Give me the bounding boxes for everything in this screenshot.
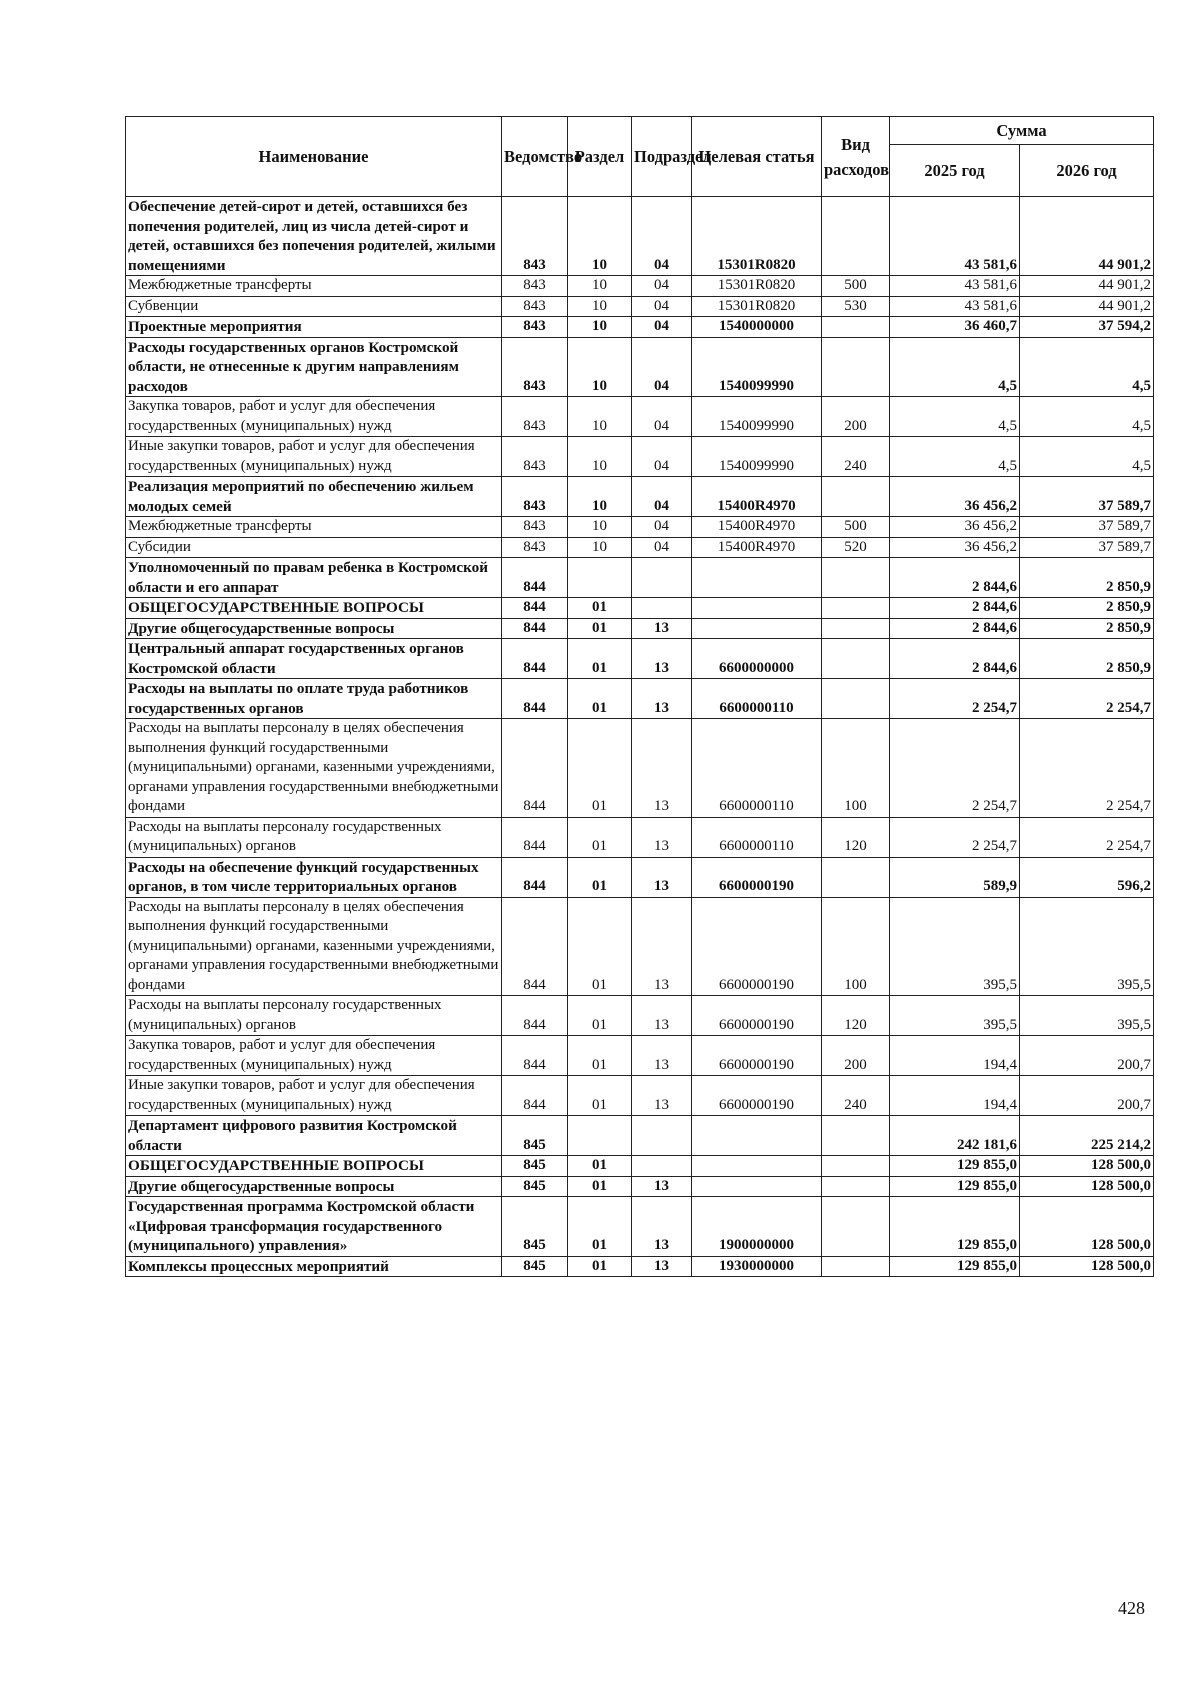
row-sum-2025: 129 855,0 xyxy=(890,1156,1020,1177)
row-section: 01 xyxy=(568,618,632,639)
row-target: 6600000190 xyxy=(692,897,822,996)
row-name: Расходы на выплаты персоналу в целях обеспечения выполнения функций государственными (муниципальными) органами, казенными учреждениями, органами управления государственными внебюджетными фондами xyxy=(126,719,502,818)
row-target: 6600000190 xyxy=(692,996,822,1036)
row-target: 6600000190 xyxy=(692,1036,822,1076)
row-target: 6600000110 xyxy=(692,817,822,857)
row-target: 1540099990 xyxy=(692,437,822,477)
row-subsection: 13 xyxy=(632,1197,692,1257)
row-sum-2025: 2 844,6 xyxy=(890,598,1020,619)
table-row xyxy=(126,618,1154,639)
row-type: 200 xyxy=(822,397,890,437)
row-section: 10 xyxy=(568,317,632,338)
row-name: Закупка товаров, работ и услуг для обеспечения государственных (муниципальных) нужд xyxy=(126,1036,502,1076)
row-name: Межбюджетные трансферты xyxy=(126,517,502,538)
row-target: 6600000110 xyxy=(692,719,822,818)
row-name: ОБЩЕГОСУДАРСТВЕННЫЕ ВОПРОСЫ xyxy=(126,598,502,619)
row-dept: 844 xyxy=(502,719,568,818)
table-row xyxy=(126,1116,1154,1156)
row-sum-2026: 395,5 xyxy=(1020,897,1154,996)
row-name: Расходы на выплаты персоналу в целях обеспечения выполнения функций государственными (муниципальными) органами, казенными учреждениями, органами управления государственными внебюджетными фондами xyxy=(126,897,502,996)
row-target xyxy=(692,1116,822,1156)
row-section: 10 xyxy=(568,197,632,276)
row-target xyxy=(692,1156,822,1177)
row-type: 530 xyxy=(822,296,890,317)
row-type: 120 xyxy=(822,817,890,857)
row-name: Департамент цифрового развития Костромской области xyxy=(126,1116,502,1156)
row-sum-2025: 36 456,2 xyxy=(890,517,1020,538)
row-section: 10 xyxy=(568,397,632,437)
row-subsection: 04 xyxy=(632,276,692,297)
row-sum-2025: 2 844,6 xyxy=(890,558,1020,598)
row-subsection: 13 xyxy=(632,897,692,996)
row-sum-2026: 4,5 xyxy=(1020,337,1154,397)
row-target: 1900000000 xyxy=(692,1197,822,1257)
row-name: Расходы государственных органов Костромской области, не отнесенные к другим направлениям расходов xyxy=(126,337,502,397)
row-sum-2025: 129 855,0 xyxy=(890,1176,1020,1197)
row-dept: 844 xyxy=(502,558,568,598)
row-sum-2025: 43 581,6 xyxy=(890,276,1020,297)
row-section: 01 xyxy=(568,1036,632,1076)
row-name: Уполномоченный по правам ребенка в Костромской области и его аппарат xyxy=(126,558,502,598)
header-section: Раздел xyxy=(568,117,632,197)
row-sum-2026: 37 594,2 xyxy=(1020,317,1154,338)
row-sum-2026: 128 500,0 xyxy=(1020,1156,1154,1177)
row-sum-2026: 2 254,7 xyxy=(1020,817,1154,857)
row-sum-2026: 200,7 xyxy=(1020,1036,1154,1076)
row-name: Другие общегосударственные вопросы xyxy=(126,1176,502,1197)
row-name: Расходы на выплаты персоналу государственных (муниципальных) органов xyxy=(126,817,502,857)
row-name: Иные закупки товаров, работ и услуг для обеспечения государственных (муниципальных) нужд xyxy=(126,437,502,477)
row-sum-2025: 2 844,6 xyxy=(890,618,1020,639)
table-row xyxy=(126,1176,1154,1197)
row-target xyxy=(692,618,822,639)
row-target: 15301R0820 xyxy=(692,276,822,297)
row-type xyxy=(822,197,890,276)
row-target: 15400R4970 xyxy=(692,477,822,517)
row-section: 01 xyxy=(568,598,632,619)
row-sum-2025: 4,5 xyxy=(890,397,1020,437)
row-subsection: 04 xyxy=(632,397,692,437)
row-subsection: 04 xyxy=(632,437,692,477)
row-dept: 845 xyxy=(502,1156,568,1177)
row-target: 15301R0820 xyxy=(692,296,822,317)
row-target: 1930000000 xyxy=(692,1256,822,1277)
row-section: 01 xyxy=(568,817,632,857)
row-name: Государственная программа Костромской области «Цифровая трансформация государственного (муниципального) управления» xyxy=(126,1197,502,1257)
row-sum-2025: 395,5 xyxy=(890,897,1020,996)
row-type: 240 xyxy=(822,437,890,477)
row-sum-2026: 37 589,7 xyxy=(1020,517,1154,538)
row-dept: 843 xyxy=(502,337,568,397)
row-dept: 843 xyxy=(502,537,568,558)
row-dept: 843 xyxy=(502,317,568,338)
row-sum-2026: 200,7 xyxy=(1020,1076,1154,1116)
row-dept: 843 xyxy=(502,437,568,477)
table-row xyxy=(126,598,1154,619)
row-dept: 845 xyxy=(502,1197,568,1257)
table-row xyxy=(126,276,1154,297)
budget-sheet xyxy=(125,116,1153,1277)
row-subsection: 13 xyxy=(632,817,692,857)
row-subsection xyxy=(632,558,692,598)
row-dept: 844 xyxy=(502,1036,568,1076)
header-2025: 2025 год xyxy=(890,145,1020,197)
row-subsection: 13 xyxy=(632,1256,692,1277)
row-target: 6600000110 xyxy=(692,679,822,719)
row-sum-2026: 2 254,7 xyxy=(1020,679,1154,719)
row-name: Обеспечение детей-сирот и детей, оставшихся без попечения родителей, лиц из числа детей-сирот и детей, оставшихся без попечения родителей, жилыми помещениями xyxy=(126,197,502,276)
row-type xyxy=(822,317,890,338)
row-section: 10 xyxy=(568,437,632,477)
row-section: 01 xyxy=(568,1197,632,1257)
row-dept: 844 xyxy=(502,598,568,619)
row-section: 01 xyxy=(568,1156,632,1177)
row-target: 15400R4970 xyxy=(692,517,822,538)
row-section: 01 xyxy=(568,1076,632,1116)
row-sum-2025: 43 581,6 xyxy=(890,197,1020,276)
row-sum-2026: 2 850,9 xyxy=(1020,598,1154,619)
table-row xyxy=(126,639,1154,679)
row-type: 120 xyxy=(822,996,890,1036)
row-section: 01 xyxy=(568,1176,632,1197)
table-row xyxy=(126,996,1154,1036)
row-name: Межбюджетные трансферты xyxy=(126,276,502,297)
row-type: 200 xyxy=(822,1036,890,1076)
row-name: Расходы на обеспечение функций государственных органов, в том числе территориальных органов xyxy=(126,857,502,897)
row-section: 10 xyxy=(568,337,632,397)
row-sum-2026: 37 589,7 xyxy=(1020,537,1154,558)
row-sum-2026: 4,5 xyxy=(1020,397,1154,437)
row-dept: 844 xyxy=(502,996,568,1036)
row-target: 15400R4970 xyxy=(692,537,822,558)
row-section: 01 xyxy=(568,719,632,818)
row-type xyxy=(822,618,890,639)
row-sum-2026: 128 500,0 xyxy=(1020,1176,1154,1197)
row-section xyxy=(568,1116,632,1156)
row-dept: 843 xyxy=(502,276,568,297)
row-section: 01 xyxy=(568,996,632,1036)
row-sum-2026: 2 254,7 xyxy=(1020,719,1154,818)
row-sum-2026: 44 901,2 xyxy=(1020,197,1154,276)
row-sum-2026: 2 850,9 xyxy=(1020,639,1154,679)
row-type xyxy=(822,1176,890,1197)
row-name: Иные закупки товаров, работ и услуг для обеспечения государственных (муниципальных) нужд xyxy=(126,1076,502,1116)
row-type xyxy=(822,598,890,619)
table-row xyxy=(126,1036,1154,1076)
row-target: 15301R0820 xyxy=(692,197,822,276)
table-row xyxy=(126,558,1154,598)
row-type xyxy=(822,558,890,598)
table-row xyxy=(126,1197,1154,1257)
row-section: 01 xyxy=(568,1256,632,1277)
row-subsection: 04 xyxy=(632,477,692,517)
row-subsection: 13 xyxy=(632,1036,692,1076)
row-type xyxy=(822,1197,890,1257)
row-sum-2025: 129 855,0 xyxy=(890,1256,1020,1277)
row-sum-2025: 36 460,7 xyxy=(890,317,1020,338)
row-sum-2026: 44 901,2 xyxy=(1020,276,1154,297)
table-row xyxy=(126,1256,1154,1277)
row-name: Субсидии xyxy=(126,537,502,558)
row-dept: 844 xyxy=(502,639,568,679)
row-name: Другие общегосударственные вопросы xyxy=(126,618,502,639)
row-subsection: 13 xyxy=(632,639,692,679)
row-sum-2026: 596,2 xyxy=(1020,857,1154,897)
row-section: 01 xyxy=(568,897,632,996)
table-row xyxy=(126,817,1154,857)
table-row xyxy=(126,197,1154,276)
row-type xyxy=(822,477,890,517)
row-dept: 845 xyxy=(502,1176,568,1197)
row-name: Закупка товаров, работ и услуг для обеспечения государственных (муниципальных) нужд xyxy=(126,397,502,437)
row-section: 10 xyxy=(568,537,632,558)
row-section: 10 xyxy=(568,276,632,297)
row-dept: 843 xyxy=(502,477,568,517)
row-target: 1540099990 xyxy=(692,337,822,397)
row-type: 520 xyxy=(822,537,890,558)
row-sum-2025: 194,4 xyxy=(890,1076,1020,1116)
table-row xyxy=(126,397,1154,437)
row-subsection: 13 xyxy=(632,618,692,639)
row-dept: 843 xyxy=(502,296,568,317)
row-type xyxy=(822,639,890,679)
row-type: 100 xyxy=(822,719,890,818)
row-subsection: 04 xyxy=(632,296,692,317)
row-dept: 844 xyxy=(502,857,568,897)
row-subsection xyxy=(632,1156,692,1177)
row-name: Расходы на выплаты по оплате труда работников государственных органов xyxy=(126,679,502,719)
row-name: Расходы на выплаты персоналу государственных (муниципальных) органов xyxy=(126,996,502,1036)
row-name: Проектные мероприятия xyxy=(126,317,502,338)
row-sum-2025: 395,5 xyxy=(890,996,1020,1036)
row-name: Реализация мероприятий по обеспечению жильем молодых семей xyxy=(126,477,502,517)
table-row xyxy=(126,317,1154,338)
row-subsection: 13 xyxy=(632,679,692,719)
row-sum-2026: 37 589,7 xyxy=(1020,477,1154,517)
row-target xyxy=(692,598,822,619)
row-subsection: 13 xyxy=(632,996,692,1036)
header-2026: 2026 год xyxy=(1020,145,1154,197)
table-body xyxy=(126,197,1154,1277)
row-dept: 844 xyxy=(502,817,568,857)
row-type: 100 xyxy=(822,897,890,996)
row-sum-2026: 44 901,2 xyxy=(1020,296,1154,317)
row-type: 240 xyxy=(822,1076,890,1116)
row-subsection: 04 xyxy=(632,517,692,538)
row-type xyxy=(822,337,890,397)
table-row xyxy=(126,517,1154,538)
row-name: Комплексы процессных мероприятий xyxy=(126,1256,502,1277)
row-section xyxy=(568,558,632,598)
row-subsection: 04 xyxy=(632,317,692,338)
row-sum-2025: 2 844,6 xyxy=(890,639,1020,679)
header-target: Целевая статья xyxy=(692,117,822,197)
row-type xyxy=(822,679,890,719)
row-type xyxy=(822,857,890,897)
row-target: 1540099990 xyxy=(692,397,822,437)
row-section: 10 xyxy=(568,296,632,317)
row-type: 500 xyxy=(822,276,890,297)
row-name: Субвенции xyxy=(126,296,502,317)
row-sum-2025: 589,9 xyxy=(890,857,1020,897)
row-target xyxy=(692,558,822,598)
row-sum-2025: 2 254,7 xyxy=(890,817,1020,857)
page-number: 428 xyxy=(1118,1598,1145,1618)
row-dept: 843 xyxy=(502,517,568,538)
row-name: Центральный аппарат государственных органов Костромской области xyxy=(126,639,502,679)
row-sum-2025: 4,5 xyxy=(890,337,1020,397)
table-row xyxy=(126,679,1154,719)
row-sum-2025: 2 254,7 xyxy=(890,719,1020,818)
row-dept: 845 xyxy=(502,1116,568,1156)
row-sum-2025: 242 181,6 xyxy=(890,1116,1020,1156)
header-name: Наименование xyxy=(126,117,502,197)
header-dept: Ведомство xyxy=(502,117,568,197)
header-subsection: Подраздел xyxy=(632,117,692,197)
table-row xyxy=(126,897,1154,996)
row-target: 1540000000 xyxy=(692,317,822,338)
table-row xyxy=(126,337,1154,397)
row-type: 500 xyxy=(822,517,890,538)
header-sum: Сумма xyxy=(890,117,1154,145)
row-sum-2026: 128 500,0 xyxy=(1020,1197,1154,1257)
row-subsection: 04 xyxy=(632,197,692,276)
row-type xyxy=(822,1256,890,1277)
row-name: ОБЩЕГОСУДАРСТВЕННЫЕ ВОПРОСЫ xyxy=(126,1156,502,1177)
row-sum-2025: 129 855,0 xyxy=(890,1197,1020,1257)
row-target: 6600000190 xyxy=(692,857,822,897)
row-sum-2026: 2 850,9 xyxy=(1020,618,1154,639)
table-row xyxy=(126,857,1154,897)
row-sum-2025: 36 456,2 xyxy=(890,477,1020,517)
header-type: Вид расходов xyxy=(822,117,890,197)
row-sum-2026: 2 850,9 xyxy=(1020,558,1154,598)
row-section: 10 xyxy=(568,517,632,538)
row-dept: 844 xyxy=(502,618,568,639)
row-sum-2025: 36 456,2 xyxy=(890,537,1020,558)
table-row xyxy=(126,1076,1154,1116)
row-subsection xyxy=(632,598,692,619)
row-sum-2025: 4,5 xyxy=(890,437,1020,477)
row-sum-2025: 2 254,7 xyxy=(890,679,1020,719)
table-row xyxy=(126,1156,1154,1177)
row-section: 01 xyxy=(568,679,632,719)
table-row xyxy=(126,296,1154,317)
row-dept: 844 xyxy=(502,1076,568,1116)
row-subsection: 13 xyxy=(632,1076,692,1116)
row-sum-2026: 225 214,2 xyxy=(1020,1116,1154,1156)
table-row xyxy=(126,719,1154,818)
row-dept: 844 xyxy=(502,679,568,719)
row-subsection: 13 xyxy=(632,1176,692,1197)
row-dept: 844 xyxy=(502,897,568,996)
row-section: 01 xyxy=(568,639,632,679)
table-row xyxy=(126,477,1154,517)
row-type xyxy=(822,1156,890,1177)
row-sum-2025: 43 581,6 xyxy=(890,296,1020,317)
row-sum-2026: 4,5 xyxy=(1020,437,1154,477)
row-subsection: 13 xyxy=(632,719,692,818)
row-subsection: 04 xyxy=(632,537,692,558)
row-section: 10 xyxy=(568,477,632,517)
row-sum-2026: 128 500,0 xyxy=(1020,1256,1154,1277)
row-dept: 843 xyxy=(502,197,568,276)
row-dept: 845 xyxy=(502,1256,568,1277)
row-type xyxy=(822,1116,890,1156)
budget-table xyxy=(125,116,1154,1277)
row-subsection xyxy=(632,1116,692,1156)
row-section: 01 xyxy=(568,857,632,897)
row-dept: 843 xyxy=(502,397,568,437)
row-target xyxy=(692,1176,822,1197)
row-sum-2026: 395,5 xyxy=(1020,996,1154,1036)
row-subsection: 13 xyxy=(632,857,692,897)
row-target: 6600000000 xyxy=(692,639,822,679)
row-subsection: 04 xyxy=(632,337,692,397)
table-row xyxy=(126,537,1154,558)
row-sum-2025: 194,4 xyxy=(890,1036,1020,1076)
table-row xyxy=(126,437,1154,477)
row-target: 6600000190 xyxy=(692,1076,822,1116)
